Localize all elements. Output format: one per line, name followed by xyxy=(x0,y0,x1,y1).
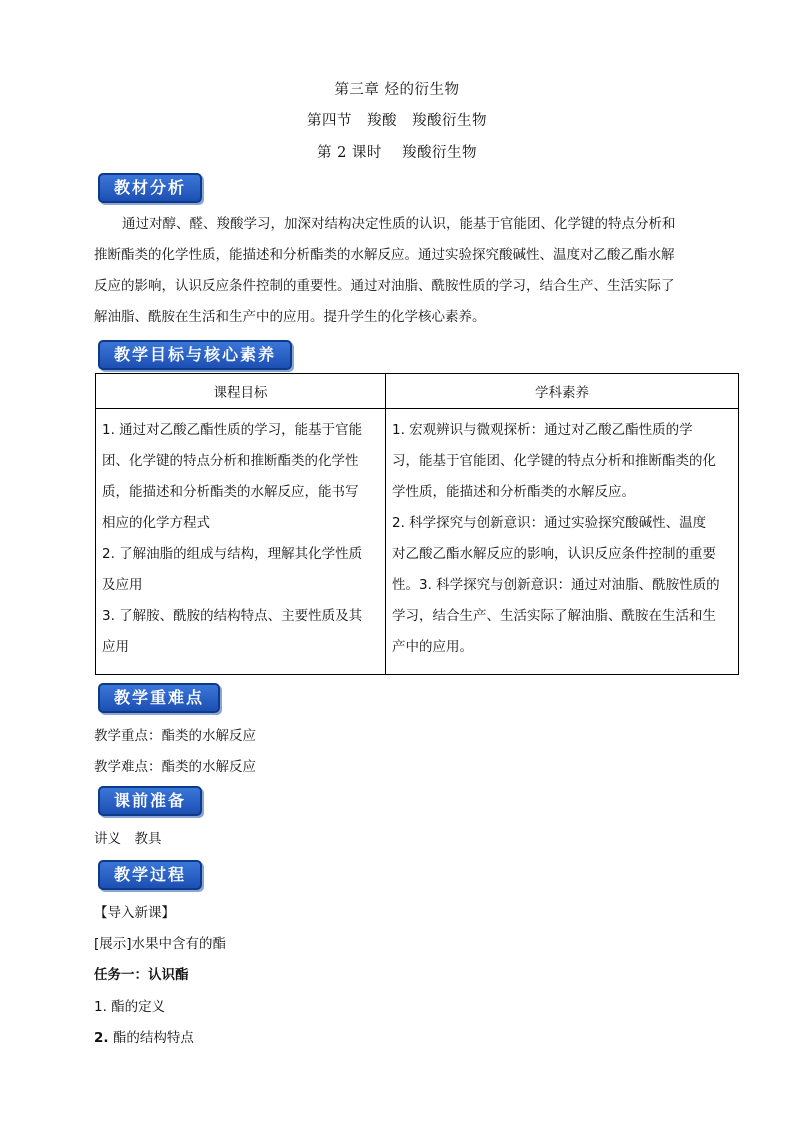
literacy-line: 2. 科学探究与创新意识：通过实验探究酸碱性、温度 xyxy=(392,515,707,531)
item-number: 2. xyxy=(94,1030,109,1046)
literacy-line: 性。3. 科学探究与创新意识：通过对油脂、酰胺性质的 xyxy=(392,577,720,593)
literacy-line: 学性质，能描述和分析酯类的水解反应。 xyxy=(392,484,635,500)
literacy-line: 学习，结合生产、生活实际了解油脂、酰胺在生活和生 xyxy=(392,608,716,624)
course-goal-line: 相应的化学方程式 xyxy=(102,515,210,531)
analysis-line: 反应的影响，认识反应条件控制的重要性。通过对油脂、酰胺性质的学习，结合生产、生活实际了 xyxy=(94,278,675,294)
course-goal-line: 3. 了解胺、酰胺的结构特点、主要性质及其 xyxy=(102,608,363,624)
literacy-cell xyxy=(386,409,739,675)
preparation-text: 讲义 教具 xyxy=(94,831,162,847)
course-goal-line: 2. 了解油脂的组成与结构，理解其化学性质 xyxy=(102,546,363,562)
preparation-badge: 课前准备 xyxy=(98,786,202,816)
literacy-line: 对乙酸乙酯水解反应的影响，认识反应条件控制的重要 xyxy=(392,546,716,562)
table-header-row xyxy=(96,374,739,409)
literacy-line: 习，能基于官能团、化学键的特点分析和推断酯类的化 xyxy=(392,453,716,469)
analysis-line: 通过对醇、醛、羧酸学习，加深对结构决定性质的认识，能基于官能团、化学键的特点分析和 xyxy=(122,216,676,232)
chapter-title: 第三章 烃的衍生物 xyxy=(334,82,460,98)
objectives-table xyxy=(95,373,739,675)
section-title: 第四节 羧酸 羧酸衍生物 xyxy=(307,113,487,129)
course-goals-header: 课程目标 xyxy=(96,374,386,409)
course-goal-line: 质，能描述和分析酯类的水解反应，能书写 xyxy=(102,484,359,500)
teaching-focus: 教学重点：酯类的水解反应 xyxy=(94,728,256,744)
course-goal-line: 及应用 xyxy=(102,577,143,593)
textbook-analysis-badge: 教材分析 xyxy=(98,173,202,203)
course-goals-cell xyxy=(96,409,386,675)
lesson-title: 第 2 课时 羧酸衍生物 xyxy=(316,145,478,161)
literacy-header: 学科素养 xyxy=(386,374,739,409)
course-goal-line: 应用 xyxy=(102,639,129,655)
show-line: [展示]水果中含有的酯 xyxy=(94,936,227,952)
course-goal-line: 1. 通过对乙酸乙酯性质的学习，能基于官能 xyxy=(102,422,363,438)
analysis-line: 推断酯类的化学性质，能描述和分析酯类的水解反应。通过实验探究酸碱性、温度对乙酸乙酯水解 xyxy=(94,247,675,263)
intro-heading: 【导入新课】 xyxy=(94,905,175,921)
item-text: 酯的结构特点 xyxy=(108,1030,194,1046)
ester-definition-item: 1. 酯的定义 xyxy=(94,999,166,1015)
literacy-line: 产中的应用。 xyxy=(392,639,473,655)
ester-structure-item xyxy=(94,1026,194,1046)
textbook-analysis-text xyxy=(94,209,714,333)
analysis-line: 解油脂、酰胺在生活和生产中的应用。提升学生的化学核心素养。 xyxy=(94,309,486,325)
key-points-badge: 教学重难点 xyxy=(98,683,220,713)
table-row xyxy=(96,409,739,675)
teaching-difficulty: 教学难点：酯类的水解反应 xyxy=(94,759,256,775)
task-one-heading: 任务一：认识酯 xyxy=(94,967,189,983)
course-goal-line: 团、化学键的特点分析和推断酯类的化学性 xyxy=(102,453,359,469)
literacy-line: 1. 宏观辨识与微观探析：通过对乙酸乙酯性质的学 xyxy=(392,422,693,438)
objectives-badge: 教学目标与核心素养 xyxy=(98,340,292,370)
process-badge: 教学过程 xyxy=(98,860,202,890)
